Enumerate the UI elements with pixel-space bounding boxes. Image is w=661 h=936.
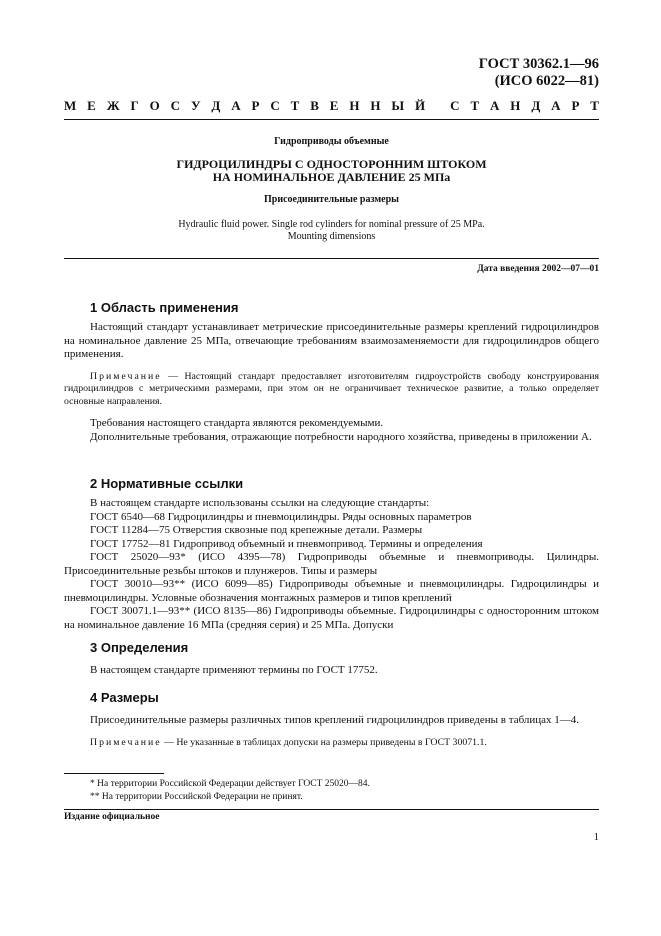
banner-letter: А: [551, 98, 561, 113]
banner-letter: У: [190, 98, 201, 113]
banner-letter: С: [170, 98, 181, 113]
section-1-paragraph-3: Дополнительные требования, отражающие потребности народного хозяйства, приведены в приложении А.: [90, 430, 592, 443]
banner-letter: Г: [130, 98, 139, 113]
banner-letter: Ы: [391, 98, 405, 113]
section-2-intro: В настоящем стандарте использованы ссылки на следующие стандарты:: [90, 497, 430, 509]
banner-letter: Ж: [106, 98, 120, 113]
reference-item: ГОСТ 11284—75 Отверстия сквозные под крепежные детали. Размеры: [90, 524, 423, 536]
english-title-line-2: Mounting dimensions: [287, 231, 376, 242]
banner-gap: [436, 98, 439, 114]
section-2-body: [64, 497, 599, 632]
footnote-2: ** На территории Российской Федерации не принят.: [90, 792, 303, 802]
note-text: — Не указанные в таблицах допуски на размеры приведены в ГОСТ 30071.1.: [161, 736, 487, 748]
document-title: [64, 158, 599, 184]
banner-letter: Н: [510, 98, 521, 113]
footnote-1: * На территории Российской Федерации действует ГОСТ 25020—84.: [90, 779, 370, 789]
note-text: — Настоящий стандарт предоставляет изготовителям гидроустройств свободу конструирования гидроцилиндров с метрическими размерами, при этом он не ограничивает техническое развитие, а только определяет основные направления.: [64, 370, 599, 407]
banner-letter: Т: [470, 98, 480, 113]
banner-letter: А: [490, 98, 500, 113]
banner-letter: М: [64, 98, 77, 113]
section-1-paragraph-1: Настоящий стандарт устанавливает метрические присоединительные размеры креплений гидроцилиндров на номинальное давление 25 МПа, отвечающие требованиям взаимозаменяемости для гидроцилиндров общего применения.: [64, 321, 599, 360]
note-label: Примечание: [90, 736, 162, 748]
iso-number: (ИСО 6022—81): [494, 73, 599, 89]
title-rule: [64, 258, 599, 259]
reference-item: ГОСТ 30071.1—93** (ИСО 8135—86) Гидроприводы объемные. Гидроцилиндры с односторонним штоком на номинальное давление 16 МПа (средняя серия) и 25 МПа. Допуски: [64, 605, 599, 631]
banner-letter: Т: [590, 98, 599, 113]
section-3-heading: 3 Определения: [90, 640, 189, 655]
title-line-2: НА НОМИНАЛЬНОЕ ДАВЛЕНИЕ 25 МПа: [212, 170, 451, 184]
section-4-heading: 4 Размеры: [90, 690, 159, 705]
section-1-paragraph-2: Требования настоящего стандарта являются рекомендуемыми.: [90, 417, 384, 429]
banner-letter: Е: [87, 98, 96, 113]
banner-letter: Н: [349, 98, 360, 113]
section-1-heading: 1 Область применения: [90, 300, 239, 315]
banner-letter: Д: [531, 98, 541, 113]
english-title: [64, 219, 599, 243]
interstate-standard-banner: [64, 98, 599, 114]
reference-item: ГОСТ 25020—93* (ИСО 4395—78) Гидроприводы объемные и пневмоприводы. Цилиндры. Присоединительные резьбы штоков и плунжеров. Типы и размеры: [64, 551, 599, 577]
banner-letter: А: [231, 98, 241, 113]
subject-line: Гидроприводы объемные: [274, 136, 389, 147]
official-edition-label: Издание официальное: [64, 812, 160, 822]
section-2-heading: 2 Нормативные ссылки: [90, 476, 244, 491]
banner-letter: Е: [329, 98, 339, 113]
banner-letter: В: [310, 98, 319, 113]
section-4-paragraph: Присоединительные размеры различных типов креплений гидроцилиндров приведены в таблицах 1—4.: [90, 714, 580, 726]
reference-item: ГОСТ 30010—93** (ИСО 6099—85) Гидроприводы объемные и пневмоцилиндры. Гидроцилиндры и пневмоцилиндры. Условные обозначения монтажных размеров и типов креплений: [64, 578, 599, 604]
header-rule: [64, 119, 599, 120]
standard-code: [479, 56, 599, 90]
banner-letter: Р: [571, 98, 580, 113]
banner-letter: Д: [211, 98, 221, 113]
section-3-body: [64, 664, 599, 678]
banner-letter: Т: [290, 98, 300, 113]
footer-rule: [64, 809, 599, 810]
footnote-rule: [64, 773, 164, 774]
banner-letter: О: [149, 98, 160, 113]
section-4-note: [64, 737, 599, 750]
section-1-body: [64, 321, 599, 444]
title-line-1: ГИДРОЦИЛИНДРЫ С ОДНОСТОРОННИМ ШТОКОМ: [176, 157, 487, 171]
banner-letter: С: [450, 98, 460, 113]
section-1-note: [64, 371, 599, 409]
banner-letter: Н: [370, 98, 381, 113]
section-3-paragraph: В настоящем стандарте применяют термины по ГОСТ 17752.: [90, 664, 378, 676]
banner-letter: Р: [251, 98, 260, 113]
banner-letter: Й: [415, 98, 426, 113]
introduction-date: Дата введения 2002—07—01: [477, 264, 599, 274]
page-number: 1: [593, 832, 599, 843]
english-title-line-1: Hydraulic fluid power. Single rod cylinders for nominal pressure of 25 MPa.: [178, 219, 485, 230]
standard-number: ГОСТ 30362.1—96: [478, 56, 599, 72]
note-label: Примечание: [90, 370, 162, 382]
section-4-body: [64, 714, 599, 749]
reference-item: ГОСТ 17752—81 Гидропривод объемный и пневмопривод. Термины и определения: [90, 537, 483, 550]
banner-letter: С: [270, 98, 280, 113]
document-subtitle: Присоединительные размеры: [263, 194, 399, 205]
reference-item: ГОСТ 6540—68 Гидроцилиндры и пневмоцилиндры. Ряды основных параметров: [90, 510, 472, 523]
